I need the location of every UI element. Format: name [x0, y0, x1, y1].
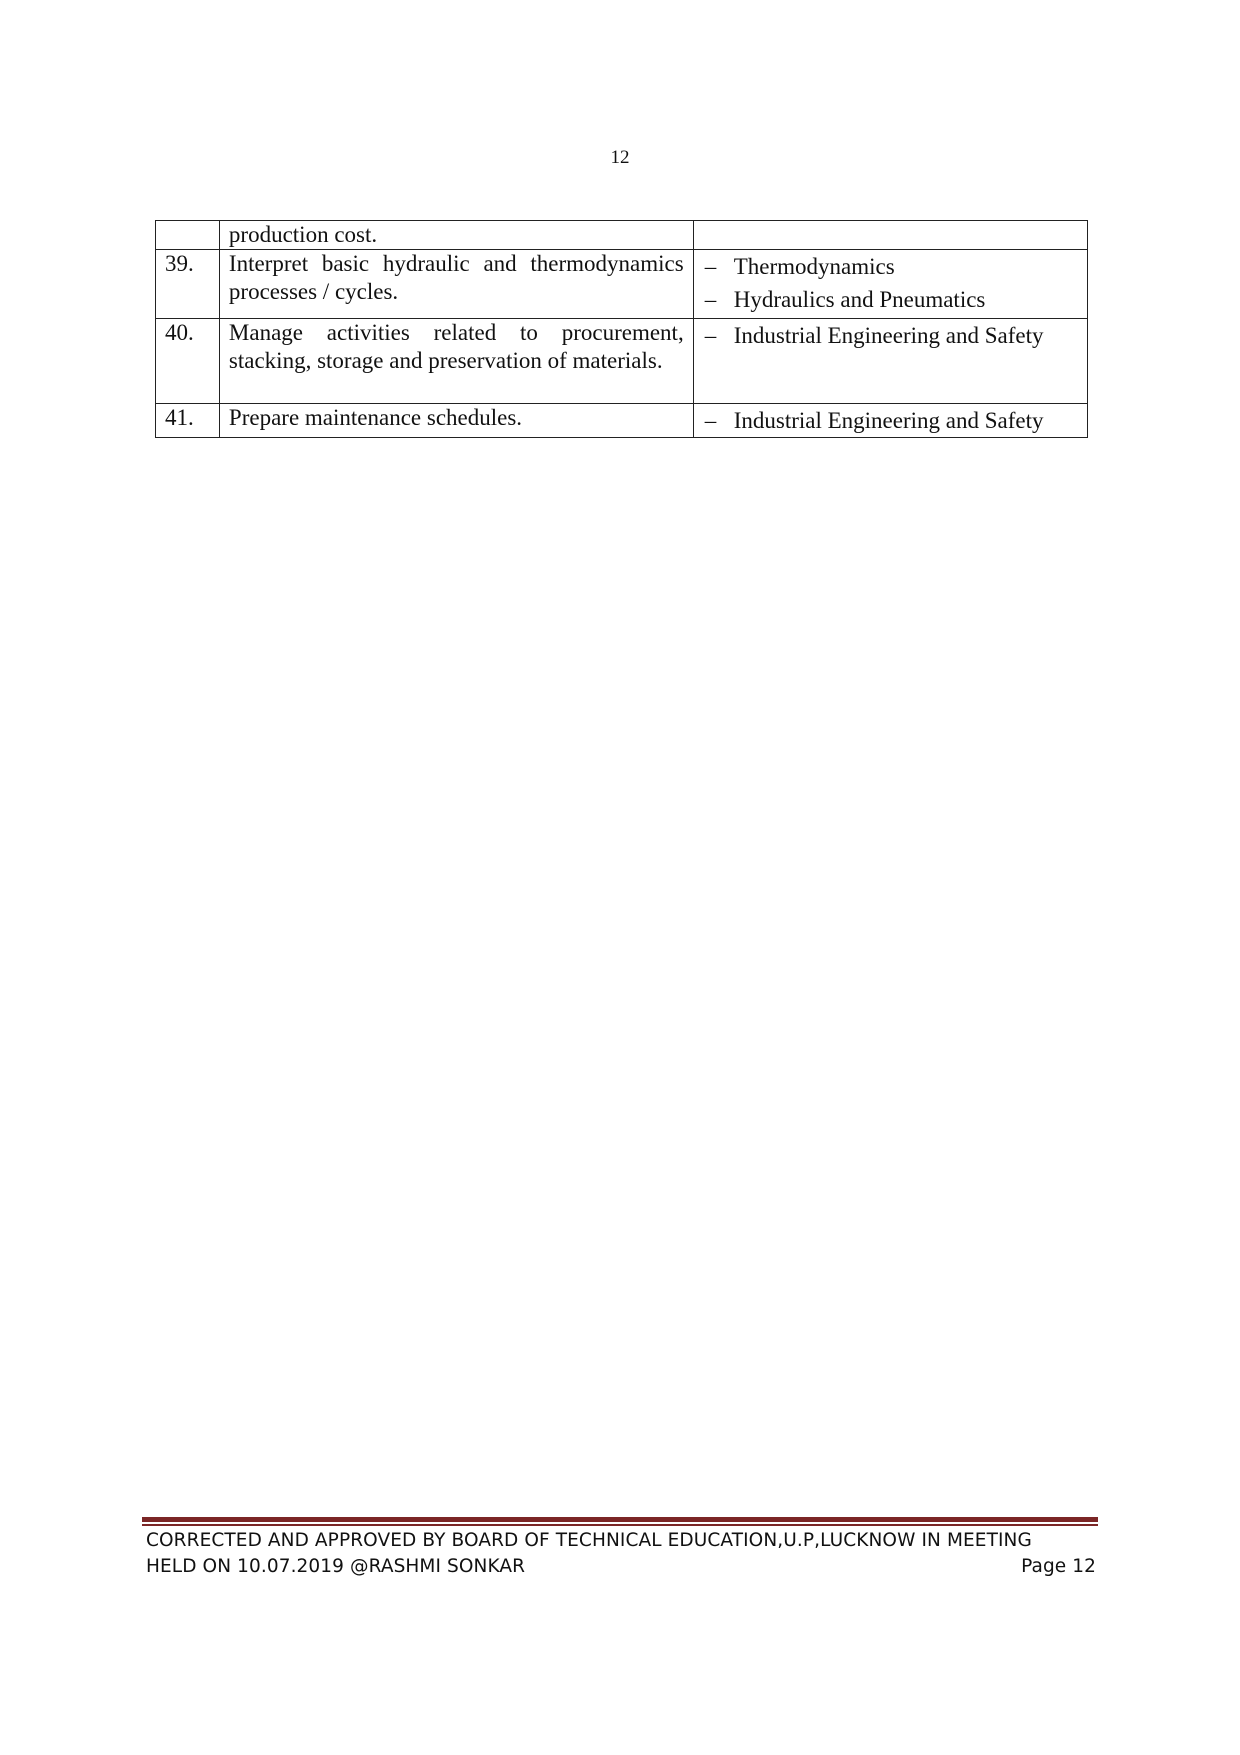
dash-bullet: –: [704, 287, 717, 312]
footer: [146, 1528, 1096, 1580]
dash-bullet: –: [704, 323, 717, 348]
table-row: [156, 404, 1088, 438]
footer-rule: [142, 1517, 1098, 1522]
outcome-text: Prepare maintenance schedules.: [219, 404, 693, 438]
subject-label: Thermodynamics: [733, 254, 895, 279]
row-number: 39.: [156, 250, 220, 319]
footer-page-label: Page 12: [1021, 1556, 1096, 1577]
footer-line-2-row: [146, 1554, 1096, 1580]
outcome-text: Manage activities related to procurement, stacking, storage and preservation of materials.: [219, 319, 693, 404]
subject-label: Industrial Engineering and Safety: [733, 323, 1044, 348]
subject-cell: [693, 404, 1087, 438]
subject-label: Industrial Engineering and Safety: [733, 408, 1044, 433]
footer-line-1: CORRECTED AND APPROVED BY BOARD OF TECHNICAL EDUCATION,U.P,LUCKNOW IN MEETING: [146, 1530, 1032, 1551]
table-row: [156, 250, 1088, 319]
footer-line-2: HELD ON 10.07.2019 @RASHMI SONKAR: [146, 1556, 526, 1577]
row-number: [156, 221, 220, 250]
outcomes-table: [155, 220, 1088, 438]
table-row: [156, 221, 1088, 250]
dash-bullet: –: [704, 254, 717, 279]
outcome-text: production cost.: [219, 221, 693, 250]
subject-cell: [693, 319, 1087, 404]
subject-item: [703, 319, 1078, 352]
subject-item: [703, 250, 1078, 283]
subject-cell: [693, 250, 1087, 319]
outcome-text: Interpret basic hydraulic and thermodynamics processes / cycles.: [219, 250, 693, 319]
subject-label: Hydraulics and Pneumatics: [733, 287, 986, 312]
page-number: 12: [610, 147, 630, 168]
table-row: [156, 319, 1088, 404]
row-number: 41.: [156, 404, 220, 438]
dash-bullet: –: [704, 408, 717, 433]
subject-item: [703, 404, 1078, 437]
footer-rule-thin: [142, 1524, 1098, 1526]
row-number: 40.: [156, 319, 220, 404]
subject-cell: [693, 221, 1087, 250]
subject-item: [703, 283, 1078, 316]
